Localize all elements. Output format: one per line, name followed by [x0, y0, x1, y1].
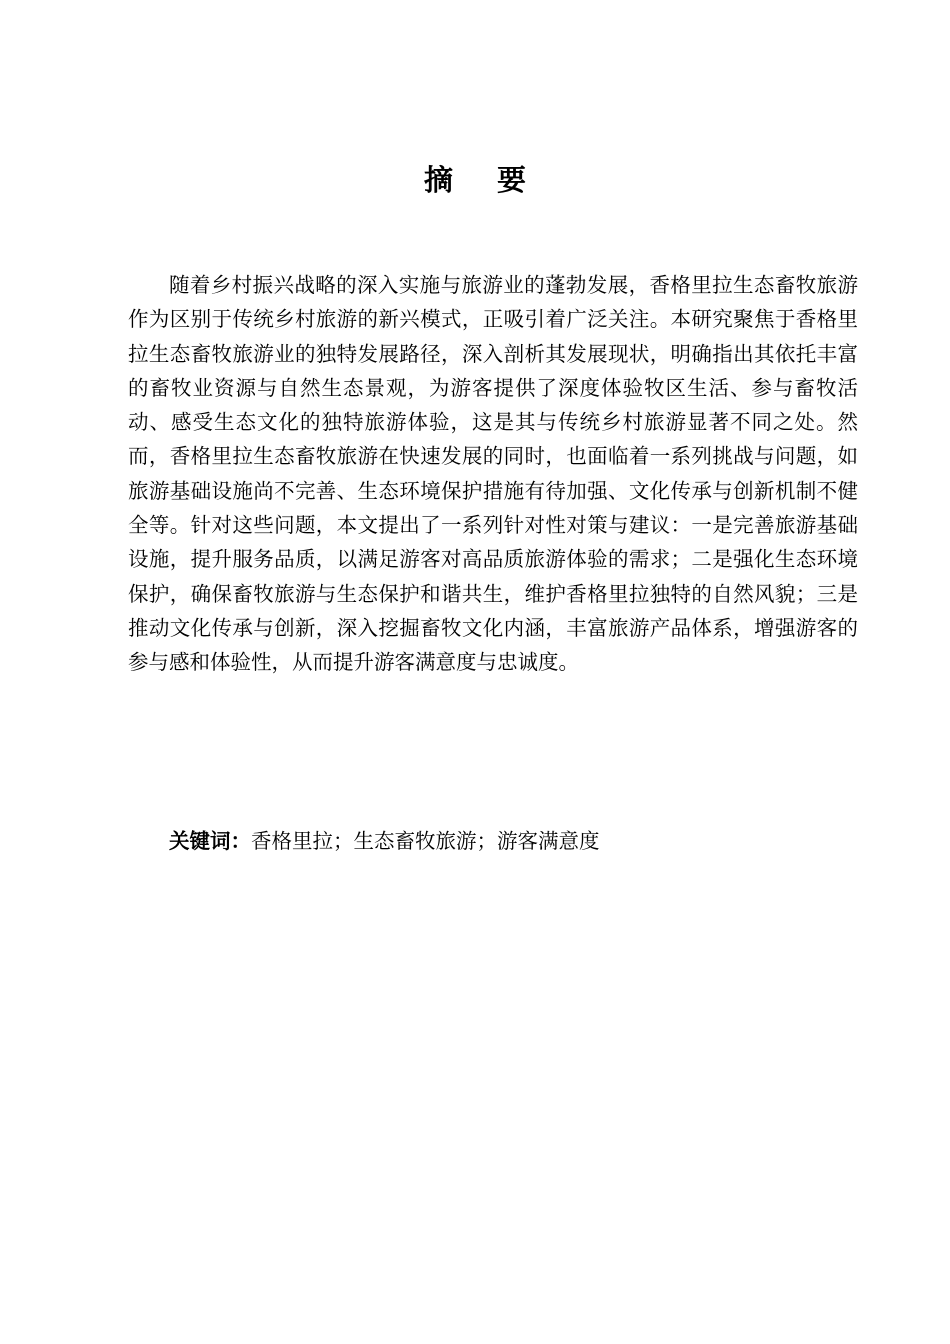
title-char-2: 要 [497, 163, 527, 197]
title-char-1: 摘 [423, 163, 453, 197]
page-title [0, 160, 950, 200]
keywords-label: 关键词： [169, 829, 251, 853]
keywords-line [169, 824, 859, 858]
keywords-list: 香格里拉；生态畜牧旅游；游客满意度 [251, 829, 600, 853]
abstract-paragraph: 随着乡村振兴战略的深入实施与旅游业的蓬勃发展，香格里拉生态畜牧旅游作为区别于传统乡村旅游的新兴模式，正吸引着广泛关注。本研究聚焦于香格里拉生态畜牧旅游业的独特发展路径，深入剖析其发展现状，明确指出其依托丰富的畜牧业资源与自然生态景观，为游客提供了深度体验牧区生活、参与畜牧活动、感受生态文化的独特旅游体验，这是其与传统乡村旅游显著不同之处。然而，香格里拉生态畜牧旅游在快速发展的同时，也面临着一系列挑战与问题，如旅游基础设施尚不完善、生态环境保护措施有待加强、文化传承与创新机制不健全等。针对这些问题，本文提出了一系列针对性对策与建议：一是完善旅游基础设施，提升服务品质，以满足游客对高品质旅游体验的需求；二是强化生态环境保护，确保畜牧旅游与生态保护和谐共生，维护香格里拉独特的自然风貌；三是推动文化传承与创新，深入挖掘畜牧文化内涵，丰富旅游产品体系，增强游客的参与感和体验性，从而提升游客满意度与忠诚度。 [128, 273, 858, 675]
